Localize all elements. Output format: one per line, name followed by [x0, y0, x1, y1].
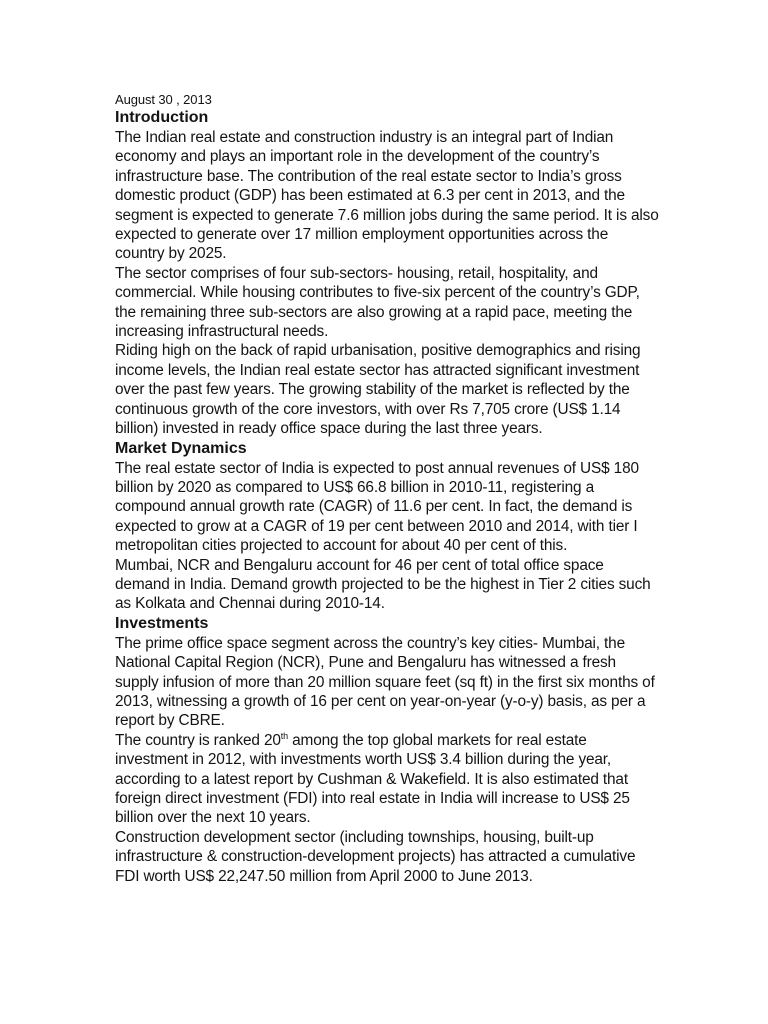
ordinal-suffix: th [280, 730, 289, 741]
investments-paragraph-1: The prime office space segment across the country’s key cities- Mumbai, the National Capital Region (NCR), Pune and Bengaluru has witnessed a fresh supply infusion of more than 20 million square feet (sq ft) in the first six months of 2013, witnessing a growth of 16 per cent on year-on-year (y-o-y) basis, as per a report by CBRE. [115, 634, 655, 730]
intro-paragraph-3: Riding high on the back of rapid urbanisation, positive demographics and rising income levels, the Indian real estate sector has attracted significant investment over the past few years. The growing stability of the market is reflected by the continuous growth of the core investors, with over Rs 7,705 crore (US$ 1.14 billion) invested in ready office space during the last three years. [115, 342, 641, 438]
heading-investments: Investments [115, 614, 209, 632]
investments-paragraph-2-rest: among the top global markets for real estate investment in 2012, with investments worth US$ 3.4 billion during the year, according to a latest report by Cushman & Wakefield. It is also estimated that foreign direct investment (FDI) into real estate in India will increase to US$ 25 billion over the next 10 years. [115, 731, 630, 827]
investments-paragraph-3: Construction development sector (including townships, housing, built-up infrastructure & construction-development projects) has attracted a cumulative FDI worth US$ 22,247.50 million from April 2000 to June 2013. [115, 828, 636, 885]
investments-paragraph-2 [115, 731, 660, 828]
heading-market-dynamics: Market Dynamics [115, 439, 247, 457]
document-date: August 30 , 2013 [115, 92, 212, 107]
intro-paragraph-1: The Indian real estate and construction industry is an integral part of Indian economy and plays an important role in the development of the country’s infrastructure base. The contribution of the real estate sector to India’s gross domestic product (GDP) has been estimated at 6.3 per cent in 2013, and the segment is expected to generate 7.6 million jobs during the same period. It is also expected to generate over 17 million employment opportunities across the country by 2025. [115, 129, 659, 263]
document-body [115, 92, 660, 886]
investments-paragraph-2-start: The country is ranked 20 [115, 731, 281, 749]
market-paragraph-2: Mumbai, NCR and Bengaluru account for 46 per cent of total office space demand in India. Demand growth projected to be the highest in Tier 2 cities such as Kolkata and Chennai during 2010-14. [115, 556, 651, 613]
intro-paragraph-2: The sector comprises of four sub-sectors- housing, retail, hospitality, and commercial. While housing contributes to five-six percent of the country’s GDP, the remaining three sub-sectors are also growing at a rapid pace, meeting the increasing infrastructural needs. [115, 264, 640, 341]
market-paragraph-1: The real estate sector of India is expected to post annual revenues of US$ 180 billion by 2020 as compared to US$ 66.8 billion in 2010-11, registering a compound annual growth rate (CAGR) of 11.6 per cent. In fact, the demand is expected to grow at a CAGR of 19 per cent between 2010 and 2014, with tier I metropolitan cities projected to account for about 40 per cent of this. [115, 459, 639, 555]
heading-introduction: Introduction [115, 109, 209, 126]
